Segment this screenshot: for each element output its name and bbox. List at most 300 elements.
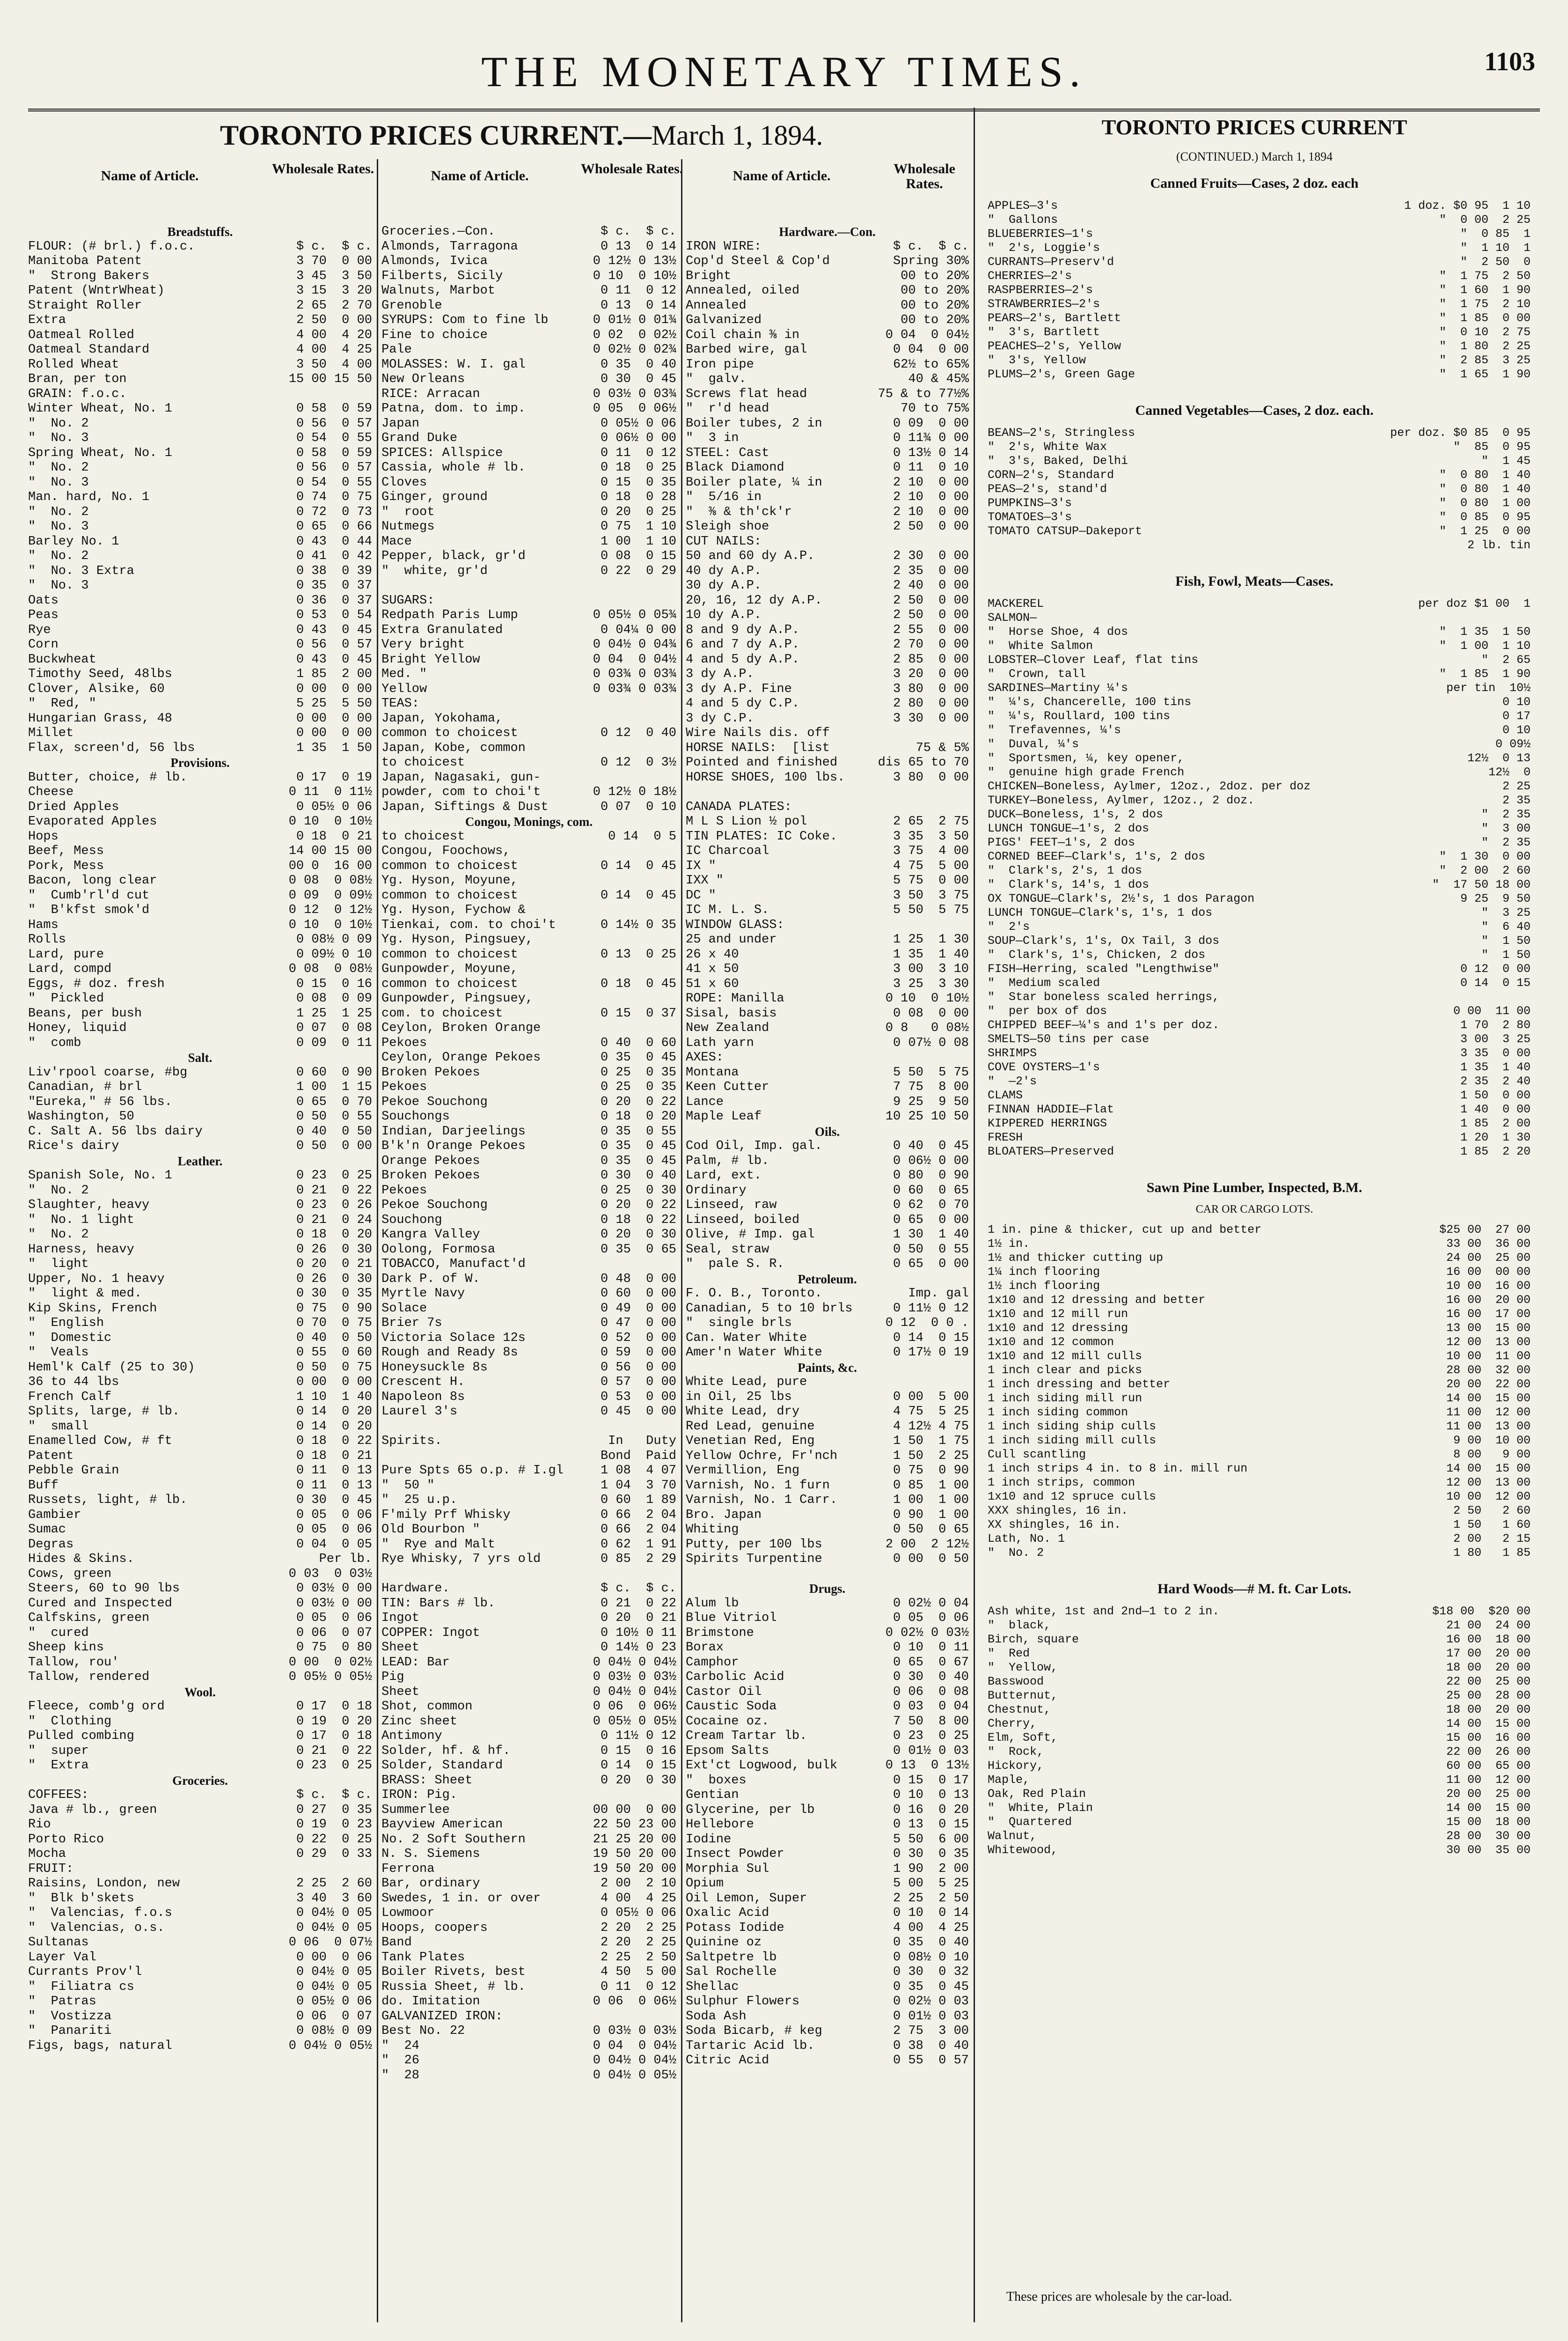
price-row <box>686 1257 969 1272</box>
price-row <box>28 638 372 653</box>
price-row <box>381 446 676 461</box>
price-row <box>988 1829 1531 1843</box>
article-name: TOMATO CATSUP—Dakeport <box>988 524 1143 538</box>
price-row <box>988 1391 1531 1406</box>
article-rate: 5 75 0 00 <box>893 874 969 888</box>
price-row <box>28 874 372 889</box>
article-rate: 12 00 13 00 <box>1446 1335 1531 1349</box>
article-name: Soda Bicarb, # keg <box>686 2024 822 2038</box>
col2-head-name: Name of Article. <box>431 168 529 184</box>
article-rate: 2 75 3 00 <box>893 2024 969 2038</box>
price-row <box>381 1788 676 1803</box>
article-name: " No. 2 <box>28 1183 89 1198</box>
article-rate: 0 03¾ 0 03¾ <box>593 682 676 696</box>
article-name: Filberts, Sicily <box>381 269 503 283</box>
article-name: " Cumb'rl'd cut <box>28 888 150 903</box>
price-row <box>988 864 1531 878</box>
column-divider <box>377 159 378 2322</box>
price-row <box>381 918 676 933</box>
article-rate: 00 00 0 00 <box>593 1803 676 1817</box>
price-row <box>28 417 372 432</box>
article-rate: $18 00 $20 00 <box>1432 1605 1531 1618</box>
price-row <box>988 199 1531 213</box>
article-rate: per doz. $0 85 0 95 <box>1390 426 1531 440</box>
price-row <box>686 741 969 756</box>
article-rate: 2 00 2 12½ <box>885 1537 969 1552</box>
article-rate: 20 00 22 00 <box>1446 1377 1531 1391</box>
article-rate: 0 18 0 21 <box>296 829 372 844</box>
price-row <box>988 1703 1531 1717</box>
article-name: Washington, 50 <box>28 1110 134 1124</box>
article-rate: 40 & 45% <box>908 372 969 386</box>
price-row <box>381 1036 676 1051</box>
article-name: Dried Apples <box>28 800 119 814</box>
article-name: Indian, Darjeelings <box>381 1124 526 1139</box>
price-row <box>381 2024 676 2039</box>
article-name: No. 2 Soft Southern <box>381 1832 526 1847</box>
price-row <box>381 1021 676 1036</box>
article-name: Evaporated Apples <box>28 815 157 829</box>
price-row <box>28 1449 372 1464</box>
article-rate: 0 04½ 0 05 <box>296 1906 372 1920</box>
price-row <box>988 1434 1531 1448</box>
article-name: French Calf <box>28 1390 112 1404</box>
article-rate: " 0 85 1 <box>1460 227 1531 241</box>
article-name: Hoops, coopers <box>381 1921 488 1935</box>
price-row <box>686 1139 969 1154</box>
price-row <box>28 1021 372 1036</box>
article-name: HORSE NAILS: [list <box>686 741 830 755</box>
article-rate: 0 04 0 04½ <box>593 652 676 667</box>
price-row <box>381 1243 676 1258</box>
price-row <box>988 368 1531 382</box>
article-name: FISH—Herring, scaled "Lengthwise" <box>988 962 1220 976</box>
article-rate: 0 18 0 20 <box>600 1110 676 1124</box>
article-name: Gunpowder, Moyune, <box>381 962 518 976</box>
article-rate: 1 85 2 00 <box>1460 1117 1531 1130</box>
price-row <box>988 850 1531 864</box>
price-row <box>28 1508 372 1523</box>
article-name: 1½ in. <box>988 1237 1030 1251</box>
article-rate: 0 17 0 18 <box>296 1700 372 1714</box>
article-name: " black, <box>988 1619 1051 1632</box>
article-name: PIGS' FEET—1's, 2 dos <box>988 836 1136 849</box>
article-rate: 0 75 1 10 <box>600 520 676 534</box>
price-row <box>686 387 969 402</box>
price-row <box>988 1131 1531 1145</box>
article-rate: Imp. gal <box>908 1287 969 1301</box>
article-name: Grenoble <box>381 298 442 313</box>
article-name: FINNAN HADDIE—Flat <box>988 1103 1114 1116</box>
price-row <box>381 1434 676 1449</box>
price-row <box>28 1243 372 1258</box>
article-name: " 28 <box>381 2068 420 2083</box>
article-name: " B'kfst smok'd <box>28 903 150 917</box>
price-row <box>988 1307 1531 1321</box>
price-row <box>28 1951 372 1966</box>
article-name: COVE OYSTERS—1's <box>988 1060 1100 1074</box>
price-row <box>381 402 676 417</box>
article-rate: 1 doz. $0 95 1 10 <box>1404 199 1531 213</box>
article-rate: 3 50 4 00 <box>296 357 372 372</box>
article-name: Morphia Sul <box>686 1862 769 1876</box>
article-rate: 0 13 0 13½ <box>885 1759 969 1773</box>
price-row <box>686 1715 969 1730</box>
section-heading: Sawn Pine Lumber, Inspected, B.M. <box>1146 1180 1363 1195</box>
price-row <box>28 1361 372 1376</box>
price-row <box>381 1670 676 1685</box>
article-name: Screws flat head <box>686 387 807 401</box>
price-row <box>988 1004 1531 1018</box>
price-row <box>988 538 1531 552</box>
article-rate: 0 09 0 11 <box>296 1036 372 1050</box>
article-rate: " 17 50 18 00 <box>1432 878 1531 891</box>
article-name: to choicest <box>381 756 465 770</box>
price-row <box>28 461 372 476</box>
article-rate: 0 11½ 0 12 <box>893 1301 969 1316</box>
article-name: " Yellow, <box>988 1661 1058 1674</box>
article-name: Flax, screen'd, 56 lbs <box>28 741 195 755</box>
article-name: Whitewood, <box>988 1843 1058 1857</box>
article-name: LEAD: Bar <box>381 1655 450 1670</box>
price-row <box>381 1257 676 1272</box>
article-rate: 0 12 0 3½ <box>600 756 676 770</box>
price-row <box>28 328 372 343</box>
article-name: Provisions. <box>170 756 230 770</box>
price-row <box>686 1110 969 1125</box>
article-rate: 19 50 20 00 <box>593 1847 676 1861</box>
article-name: Ceylon, Broken Orange <box>381 1021 541 1035</box>
article-rate: 0 75 0 80 <box>296 1641 372 1655</box>
price-row <box>28 1420 372 1435</box>
article-rate: 0 04¼ 0 00 <box>600 623 676 637</box>
price-row <box>28 1582 372 1597</box>
article-rate: 0 23 0 25 <box>296 1169 372 1183</box>
article-rate: 0 03½ 0 00 <box>296 1582 372 1596</box>
article-name: Iron pipe <box>686 357 754 372</box>
article-rate: 0 20 0 25 <box>600 505 676 519</box>
article-rate: 0 04 0 04½ <box>593 2039 676 2053</box>
article-name: Lance <box>686 1095 724 1109</box>
article-rate: " 1 35 1 50 <box>1439 625 1531 639</box>
article-name: RASPBERRIES—2's <box>988 283 1093 297</box>
price-row <box>988 1490 1531 1504</box>
article-rate: 3 15 3 20 <box>296 284 372 298</box>
article-rate: 0 03 0 03½ <box>288 1567 372 1581</box>
article-name: FRESH <box>988 1131 1023 1144</box>
article-rate: 2 50 0 00 <box>893 608 969 622</box>
article-name: " 5/16 in <box>686 490 762 504</box>
article-rate: 0 21 0 22 <box>600 1596 676 1611</box>
article-name: TEAS: <box>381 697 420 711</box>
price-row <box>28 284 372 299</box>
article-rate: 0 04½ 0 04½ <box>593 1685 676 1699</box>
price-row <box>686 800 969 815</box>
article-name: Oxalic Acid <box>686 1906 769 1920</box>
article-name: Tartaric Acid lb. <box>686 2039 815 2053</box>
article-name: " 2's, Loggie's <box>988 241 1100 255</box>
price-row <box>28 313 372 328</box>
article-rate: 10 00 12 00 <box>1446 1490 1531 1503</box>
article-rate: 1 20 1 30 <box>1460 1131 1531 1144</box>
article-rate: 0 53 0 54 <box>296 608 372 622</box>
article-name: Peas <box>28 608 59 622</box>
price-row <box>381 549 676 564</box>
article-name: Tallow, rendered <box>28 1670 150 1684</box>
article-name: TURKEY—Boneless, Aylmer, 12oz., 2 doz. <box>988 794 1255 807</box>
article-rate: 0 70 0 75 <box>296 1316 372 1330</box>
article-rate: 0 05 0 06 <box>296 1508 372 1522</box>
article-rate: 0 12 0 00 <box>1460 962 1531 976</box>
article-name: Potass Iodide <box>686 1921 784 1935</box>
price-row <box>686 874 969 889</box>
article-rate: 0 10 0 13 <box>893 1788 969 1802</box>
price-row <box>686 1390 969 1405</box>
price-row <box>28 741 372 756</box>
article-rate: 0 13 0 14 <box>600 239 676 254</box>
article-name: Kip Skins, French <box>28 1301 157 1316</box>
price-row <box>28 402 372 417</box>
article-name: Spanish Sole, No. 1 <box>28 1169 172 1183</box>
article-rate: " 0 80 1 40 <box>1439 482 1531 496</box>
article-name: " white, gr'd <box>381 564 488 578</box>
article-rate: 0 17 0 18 <box>296 1729 372 1743</box>
article-rate: 0 21 0 24 <box>296 1213 372 1227</box>
section-heading: Fish, Fowl, Meats—Cases. <box>1175 574 1334 589</box>
article-rate: 0 14 0 15 <box>893 1331 969 1345</box>
article-rate: 0 35 0 45 <box>893 1980 969 1994</box>
price-row <box>381 1331 676 1346</box>
price-row <box>381 1715 676 1730</box>
article-rate: 21 25 20 00 <box>593 1832 676 1847</box>
price-row <box>686 1007 969 1022</box>
price-row <box>988 283 1531 297</box>
article-name: COFFEES: <box>28 1788 89 1802</box>
price-row <box>686 1198 969 1213</box>
article-name: Sal Rochelle <box>686 1965 777 1979</box>
article-name: Bright <box>686 269 732 283</box>
article-name: Gambier <box>28 1508 81 1522</box>
price-row <box>381 771 676 786</box>
article-name: Rolls <box>28 933 66 947</box>
article-name: 1x10 and 12 spruce culls <box>988 1490 1157 1503</box>
article-name: Spirits Turpentine <box>686 1552 822 1566</box>
price-row <box>988 1532 1531 1546</box>
article-rate: 2 20 2 25 <box>600 1921 676 1935</box>
article-name: " 25 u.p. <box>381 1493 458 1507</box>
title-text: TORONTO PRICES CURRENT.— <box>220 120 652 151</box>
article-rate: 0 04½ 0 05 <box>296 1921 372 1935</box>
article-name: Victoria Solace 12s <box>381 1331 526 1345</box>
article-rate: 0 47 0 00 <box>600 1316 676 1330</box>
article-name: Sisal, basis <box>686 1006 777 1021</box>
article-rate: 0 35 0 45 <box>600 1139 676 1153</box>
article-name: Elm, Soft, <box>988 1731 1058 1745</box>
article-name: Groceries.—Con. <box>381 225 496 239</box>
price-row <box>686 343 969 358</box>
price-row <box>988 1335 1531 1349</box>
article-name: Band <box>381 1936 412 1950</box>
page-number: 1103 <box>1484 47 1535 76</box>
price-row <box>686 623 969 638</box>
article-name: Sleigh shoe <box>686 520 769 534</box>
price-row <box>381 1154 676 1169</box>
article-rate: 14 00 15 00 <box>1446 1391 1531 1405</box>
article-rate: 3 00 3 25 <box>1460 1032 1531 1046</box>
price-row <box>381 1095 676 1110</box>
article-name: Red Lead, genuine <box>686 1419 815 1434</box>
price-row <box>381 712 676 727</box>
article-rate: 0 10 0 10½ <box>885 992 969 1006</box>
price-row <box>28 948 372 963</box>
article-rate: 1 70 2 80 <box>1460 1018 1531 1032</box>
article-rate: $ c. $ c. <box>600 1582 676 1596</box>
page-title <box>220 119 823 152</box>
price-row <box>28 1228 372 1243</box>
article-name: Bacon, long clear <box>28 874 157 888</box>
price-row <box>28 1862 372 1877</box>
article-name: CORNED BEEF—Clark's, 1's, 2 dos <box>988 850 1206 863</box>
article-rate: 0 60 0 65 <box>893 1183 969 1198</box>
article-rate: 0 11¾ 0 00 <box>893 431 969 445</box>
article-name: F'mily Prf Whisky <box>381 1508 511 1522</box>
price-row <box>381 1567 676 1582</box>
column-divider <box>681 159 682 2322</box>
price-row <box>686 2039 969 2054</box>
article-name: " Clark's, 2's, 1 dos <box>988 864 1143 877</box>
article-name: Cop'd Steel & Cop'd <box>686 254 830 268</box>
article-rate: 2 10 0 00 <box>893 475 969 490</box>
price-row <box>381 2054 676 2069</box>
article-rate: 0 07 0 10 <box>600 800 676 814</box>
article-name: Lowmoor <box>381 1906 435 1920</box>
price-row <box>686 1302 969 1317</box>
article-name: Liv'rpool coarse, #bg <box>28 1065 188 1080</box>
article-rate: 2 50 0 00 <box>893 593 969 608</box>
article-name: Beef, Mess <box>28 844 104 858</box>
price-row <box>686 653 969 668</box>
price-row <box>686 520 969 535</box>
price-row <box>381 1936 676 1951</box>
article-rate: 0 56 0 00 <box>600 1360 676 1375</box>
price-row <box>686 1051 969 1066</box>
article-rate: 3 20 0 00 <box>893 667 969 681</box>
price-row <box>381 1538 676 1553</box>
article-rate: 0 12 0 12½ <box>288 903 372 917</box>
article-rate: 0 00 0 00 <box>296 682 372 696</box>
article-name: Hides & Skins. <box>28 1552 134 1566</box>
price-row <box>28 1803 372 1818</box>
price-row <box>381 1316 676 1331</box>
article-name: Bran, per ton <box>28 372 127 386</box>
price-row <box>988 766 1531 780</box>
price-row <box>381 697 676 712</box>
article-name: MACKEREL <box>988 597 1044 611</box>
price-row <box>988 1462 1531 1476</box>
price-row <box>686 579 969 594</box>
article-name: Boiler Rivets, best <box>381 1965 526 1979</box>
article-rate: 22 00 25 00 <box>1446 1675 1531 1688</box>
price-row <box>28 535 372 550</box>
article-name: Pebble Grain <box>28 1464 119 1478</box>
price-row <box>381 387 676 402</box>
article-rate: 0 10 0 10½ <box>288 918 372 932</box>
article-name: Lard, pure <box>28 947 104 962</box>
price-row <box>28 1184 372 1199</box>
article-name: Hams <box>28 918 59 932</box>
article-name: Winter Wheat, No. 1 <box>28 402 172 416</box>
price-row <box>686 1243 969 1258</box>
article-rate: 4 75 5 25 <box>893 1405 969 1419</box>
article-name: SUGARS: <box>381 593 435 608</box>
article-rate: 0 05 0 06 <box>296 1523 372 1537</box>
article-name: Oils. <box>814 1124 840 1139</box>
price-row <box>686 1493 969 1508</box>
article-rate: 12 00 13 00 <box>1446 1476 1531 1489</box>
article-name: " boxes <box>686 1773 747 1788</box>
article-name: Honeysuckle 8s <box>381 1360 488 1375</box>
article-rate: 0 15 0 16 <box>600 1744 676 1758</box>
price-row <box>381 1552 676 1567</box>
article-name: Hungarian Grass, 48 <box>28 711 172 726</box>
price-row <box>28 830 372 845</box>
price-row <box>686 815 969 830</box>
article-name: PUMPKINS—3's <box>988 496 1072 510</box>
article-name: " Trefavennes, ¼'s <box>988 723 1121 737</box>
article-name: 1 inch clear and picks <box>988 1363 1143 1377</box>
article-rate: 3 45 3 50 <box>296 269 372 283</box>
price-row <box>988 227 1531 241</box>
price-row <box>988 892 1531 906</box>
price-row <box>988 1773 1531 1787</box>
price-row <box>988 906 1531 920</box>
article-rate: dis 65 to 70 <box>878 756 969 770</box>
article-rate: 0 30 0 40 <box>600 1169 676 1183</box>
article-name: Med. " <box>381 667 427 681</box>
article-name: CLAMS <box>988 1089 1023 1102</box>
article-rate: " 2 85 3 25 <box>1439 353 1531 367</box>
article-rate: 0 01½ 0 01¾ <box>593 313 676 327</box>
article-rate: 22 00 26 00 <box>1446 1745 1531 1759</box>
article-name: " Vostizza <box>28 2009 112 2024</box>
article-name: Degras <box>28 1537 74 1552</box>
article-name: Patent <box>28 1449 74 1463</box>
article-name: HORSE SHOES, 100 lbs. <box>686 770 845 785</box>
article-rate: 11 00 12 00 <box>1446 1773 1531 1787</box>
price-row <box>988 1293 1531 1307</box>
price-row <box>381 608 676 623</box>
title-date: March 1, 1894. <box>651 120 823 151</box>
article-name: CURRANTS—Preserv'd <box>988 255 1114 269</box>
price-row <box>28 608 372 623</box>
article-name: Cloves <box>381 475 427 490</box>
price-row <box>988 339 1531 353</box>
article-name: 51 x 60 <box>686 977 739 991</box>
article-rate: 0 23 0 26 <box>296 1198 372 1212</box>
article-name: Oolong, Formosa <box>381 1242 496 1257</box>
article-name: B'k'n Orange Pekoes <box>381 1139 526 1153</box>
article-name: " light & med. <box>28 1287 142 1301</box>
article-name: Pekoes <box>381 1183 427 1198</box>
price-row <box>988 1349 1531 1363</box>
article-name: Insect Powder <box>686 1847 784 1861</box>
article-rate: 16 00 17 00 <box>1446 1307 1531 1321</box>
article-rate: 3 35 3 50 <box>893 829 969 844</box>
price-row <box>988 1605 1531 1619</box>
price-row <box>28 1523 372 1538</box>
price-row <box>381 1892 676 1907</box>
article-name: Annealed <box>686 298 747 313</box>
